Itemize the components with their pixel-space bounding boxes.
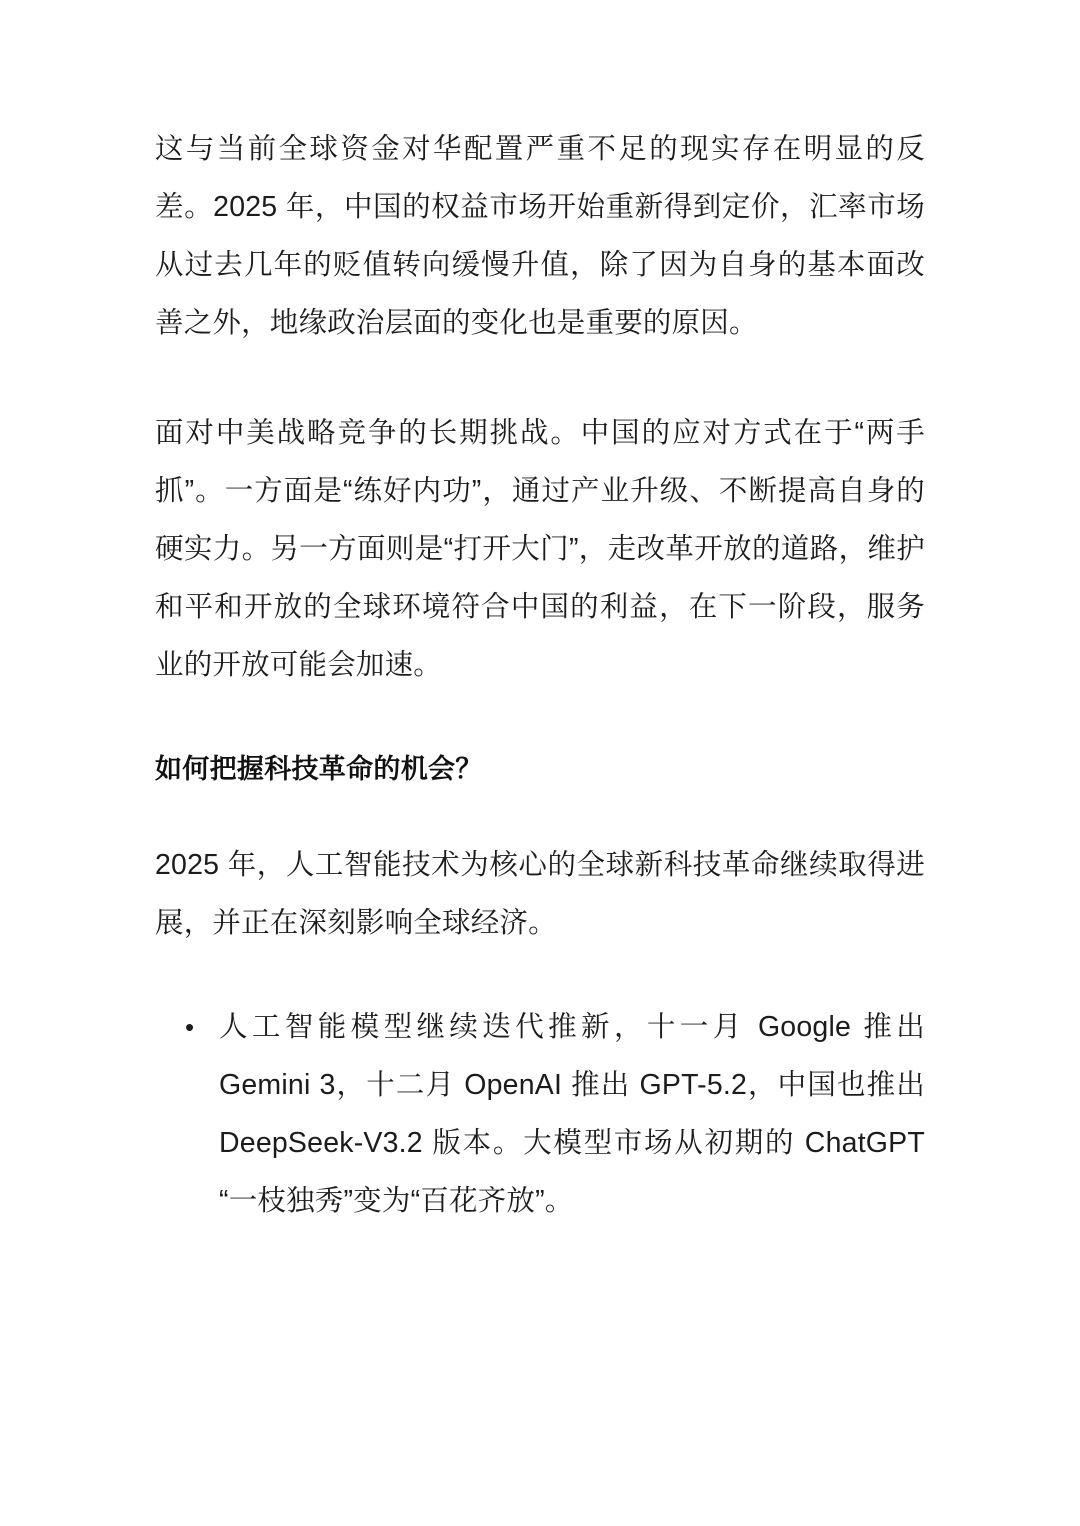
document-body <box>155 120 925 1230</box>
bullet-model-iteration <box>185 998 925 1230</box>
bullet-list <box>155 998 925 1230</box>
paragraph-strategic-competition: 面对中美战略竞争的长期挑战。中国的应对方式在于“两手抓”。一方面是“练好内功”，通过产业升级、不断提高自身的硬实力。另一方面则是“打开大门”，走改革开放的道路，维护和平和开放的全球环境符合中国的利益，在下一阶段，服务业的开放可能会加速。 <box>155 417 925 681</box>
paragraph-ai-progress: 2025 年，人工智能技术为核心的全球新科技革命继续取得进展，并正在深刻影响全球经济。 <box>155 849 925 939</box>
bullet-model-iteration-text: 人工智能模型继续迭代推新，十一月 Google 推出 Gemini 3，十二月 OpenAI 推出 GPT-5.2，中国也推出 DeepSeek-V3.2 版本。大模型市场从初期的 ChatGPT “一枝独秀”变为“百花齐放”。 <box>219 1011 925 1217</box>
heading-tech-revolution: 如何把握科技革命的机会？ <box>155 754 483 784</box>
bullet-point-icon: • <box>185 1012 195 1042</box>
paragraph-global-capital: 这与当前全球资金对华配置严重不足的现实存在明显的反差。2025 年，中国的权益市场开始重新得到定价，汇率市场从过去几年的贬值转向缓慢升值，除了因为自身的基本面改善之外，地缘政治层面的变化也是重要的原因。 <box>155 133 925 339</box>
